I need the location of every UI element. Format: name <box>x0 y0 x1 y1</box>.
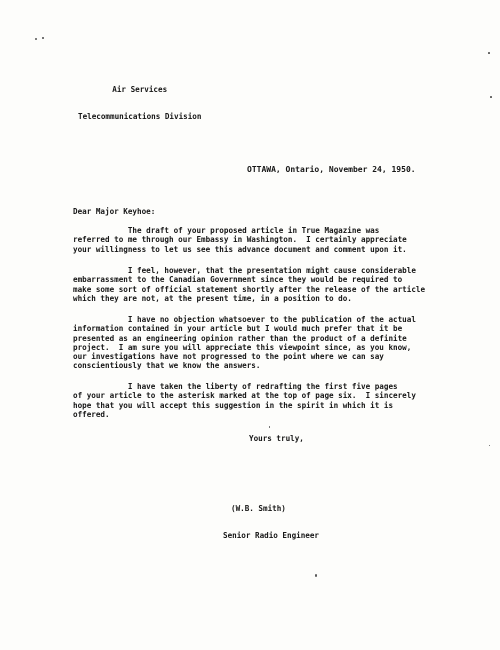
scan-speck <box>489 445 490 446</box>
salutation: Dear Major Keyhoe: <box>73 207 156 216</box>
paragraph-line: make some sort of official statement shortly after the release of the article <box>73 284 426 294</box>
paragraph-line: I feel, however, that the presentation might cause considerable <box>73 266 416 275</box>
paragraph-line: embarrassment to the Canadian Government since they would be required to <box>73 275 403 285</box>
letterhead-line-2: Telecommunications Division <box>78 112 202 122</box>
closing: Yours truly, <box>249 434 304 443</box>
scan-speck <box>269 426 270 428</box>
scan-speck <box>315 574 317 577</box>
scan-speck <box>42 37 44 39</box>
paragraph-line: I have taken the liberty of redrafting the first five pages <box>73 382 398 391</box>
paragraph-line: hope that you will accept this suggestion in the spirit in which it is <box>73 400 394 410</box>
letterhead-line-1: Air Services <box>112 84 168 94</box>
paragraph-line: I have no objection whatsoever to the publication of the actual <box>73 315 416 324</box>
signature-block <box>223 485 319 559</box>
scan-speck <box>488 52 490 54</box>
paragraph-4 <box>73 382 416 419</box>
paragraph-line: presented as an engineering opinion rather than the product of a definite <box>73 333 407 343</box>
dateline: OTTAWA, Ontario, November 24, 1950. <box>247 165 416 174</box>
paragraph-line: project. I am sure you will appreciate this viewpoint since, as you know, <box>73 342 412 352</box>
paragraph-1 <box>73 226 407 254</box>
paragraph-line: referred to me through our Embassy in Washington. I certainly appreciate <box>73 235 407 245</box>
paragraph-line: offered. <box>73 409 110 419</box>
paragraph-line: The draft of your proposed article in True Magazine was <box>73 226 380 235</box>
paragraph-2 <box>73 266 425 303</box>
paragraph-line: conscientiously that we know the answers. <box>73 361 261 371</box>
paragraph-line: your willingness to let us see this advance document and comment upon it. <box>73 244 407 254</box>
scan-speck <box>35 38 37 40</box>
scan-speck <box>490 96 492 98</box>
signature-name: (W.B. Smith) <box>231 503 286 513</box>
paragraph-line: which they are not, at the present time, in a position to do. <box>73 293 352 303</box>
paragraph-line: of your article to the asterisk marked at the top of page six. I sincerely <box>73 391 416 401</box>
paragraph-line: our investigations have not progressed to the point where we can say <box>73 352 384 362</box>
paragraph-3 <box>73 315 416 371</box>
signature-title: Senior Radio Engineer <box>223 531 320 541</box>
letterhead <box>78 66 201 140</box>
paragraph-line: information contained in your article but I would much prefer that it be <box>73 324 403 334</box>
